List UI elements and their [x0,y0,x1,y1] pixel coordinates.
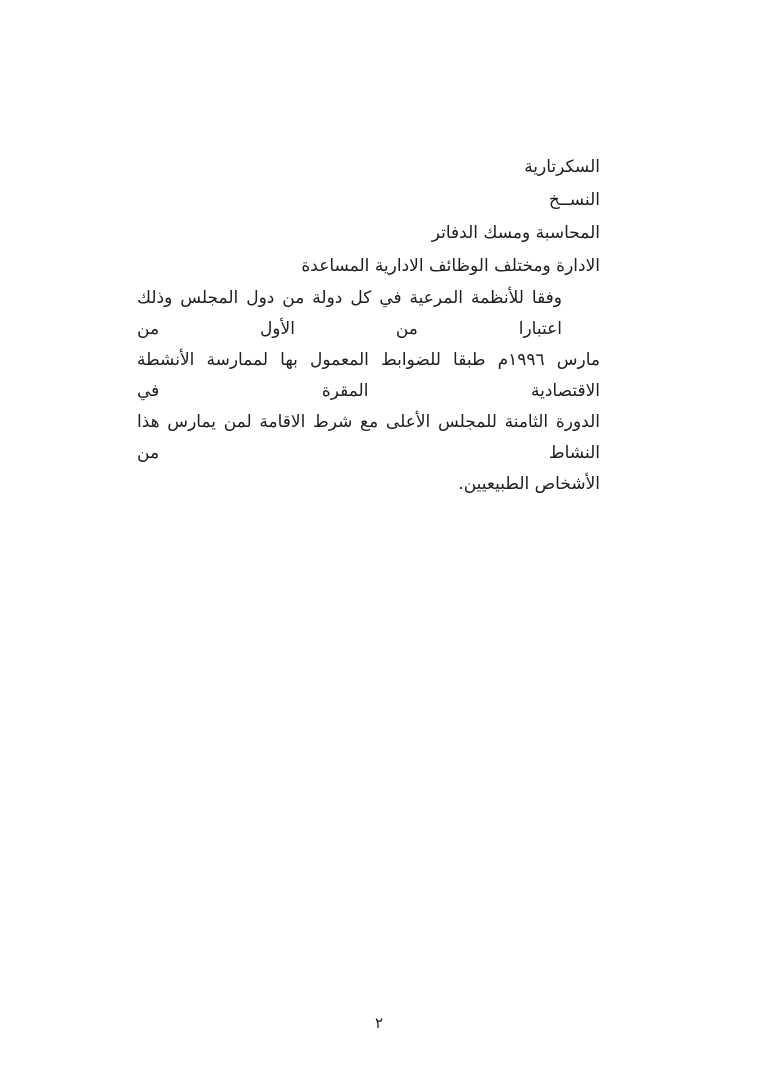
header-line-administration: الادارة ومختلف الوظائف الادارية المساعدة [301,256,600,276]
paragraph-line: وفقا للأنظمة المرعية في كل دولة من دول المجلس وذلك اعتبارا من الأول من [137,288,562,339]
paragraph-line: الأشخاص الطبيعيين. [458,474,600,494]
page-number: ٢ [374,1014,384,1032]
header-line-secretariat: السكرتارية [524,157,600,177]
paragraph-line: الدورة الثامنة للمجلس الأعلى مع شرط الاقامة لمن يمارس هذا النشاط من [137,412,600,463]
header-line-accounting: المحاسبة ومسك الدفاتر [431,223,600,243]
header-line-copying: النســخ [548,190,600,210]
text-block [137,151,600,500]
paragraph-line: مارس ١٩٩٦م طبقا للضوابط المعمول بها لممارسة الأنشطة الاقتصادية المقرة في [137,350,600,401]
